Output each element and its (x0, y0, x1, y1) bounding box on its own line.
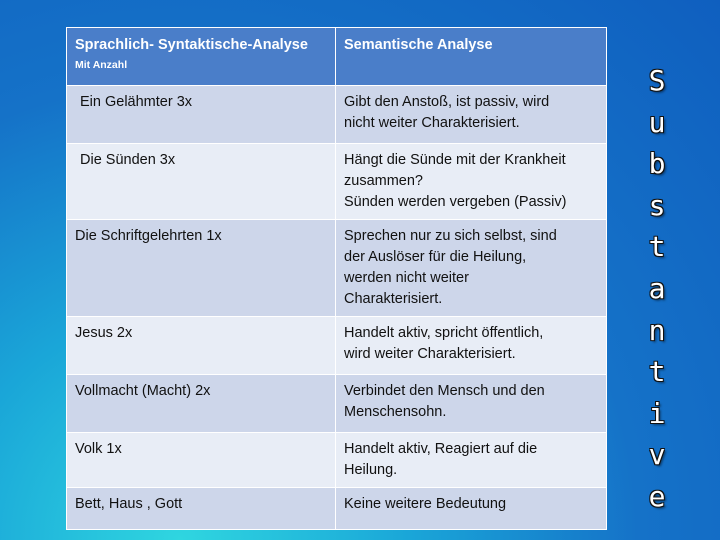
table-header-row (67, 28, 607, 86)
header-cell-syntactic (67, 28, 336, 86)
table-row (67, 317, 607, 375)
vertical-letter: a (648, 271, 666, 305)
term-cell (67, 433, 336, 488)
table-row (67, 488, 607, 530)
meaning-cell (336, 488, 607, 530)
term-text: Volk 1x (75, 441, 122, 457)
term-text: Ein Gelähmter 3x (80, 94, 193, 110)
meaning-line: Gibt den Anstoß, ist passiv, wird (344, 94, 550, 110)
meaning-line: Handelt aktiv, spricht öffentlich, (344, 325, 544, 341)
table-row (67, 144, 607, 220)
meaning-cell (336, 433, 607, 488)
table-row (67, 220, 607, 317)
header-syntactic-title: Sprachlich- Syntaktische-Analyse (75, 37, 308, 53)
term-text: Bett, Haus , Gott (75, 496, 183, 512)
vertical-letter: e (648, 479, 666, 513)
table-row (67, 433, 607, 488)
table-row (67, 375, 607, 433)
header-cell-semantic (336, 28, 607, 86)
meaning-line: Keine weitere Bedeutung (344, 496, 507, 512)
meaning-line: der Auslöser für die Heilung, (344, 249, 527, 265)
header-syntactic-subtitle: Mit Anzahl (75, 59, 128, 71)
meaning-line: Hängt die Sünde mit der Krankheit (344, 152, 566, 168)
term-cell (67, 144, 336, 220)
meaning-line: werden nicht weiter (344, 270, 469, 286)
vertical-letter: u (648, 105, 666, 139)
meaning-line: Sünden werden vergeben (Passiv) (344, 194, 567, 210)
meaning-line: Sprechen nur zu sich selbst, sind (344, 228, 557, 244)
header-semantic-title: Semantische Analyse (344, 37, 493, 53)
term-text: Die Schriftgelehrten 1x (75, 228, 222, 244)
vertical-letter: b (648, 147, 666, 181)
meaning-cell (336, 317, 607, 375)
vertical-letter: i (648, 396, 666, 430)
meaning-cell (336, 144, 607, 220)
term-cell (67, 220, 336, 317)
meaning-line: Charakterisiert. (344, 291, 443, 307)
meaning-cell (336, 86, 607, 144)
term-text: Die Sünden 3x (80, 152, 176, 168)
term-cell (67, 86, 336, 144)
vertical-letter: t (648, 355, 666, 389)
meaning-line: Handelt aktiv, Reagiert auf die (344, 441, 538, 457)
meaning-cell (336, 375, 607, 433)
vertical-letter: t (648, 230, 666, 264)
meaning-line: Verbindet den Mensch und den (344, 383, 545, 399)
meaning-line: zusammen? (344, 173, 423, 189)
meaning-line: nicht weiter Charakterisiert. (344, 115, 520, 131)
term-cell (67, 317, 336, 375)
term-cell (67, 375, 336, 433)
meaning-cell (336, 220, 607, 317)
meaning-line: Heilung. (344, 462, 398, 478)
vertical-word-substantive (642, 60, 672, 518)
vertical-letter: v (648, 438, 666, 472)
vertical-letter: s (648, 188, 666, 222)
analysis-table (66, 27, 607, 530)
vertical-letter: S (648, 64, 666, 97)
term-cell (67, 488, 336, 530)
meaning-line: Menschensohn. (344, 404, 447, 420)
table-row (67, 86, 607, 144)
term-text: Vollmacht (Macht) 2x (75, 383, 211, 399)
vertical-letter: n (648, 313, 666, 347)
meaning-line: wird weiter Charakterisiert. (344, 346, 516, 362)
term-text: Jesus 2x (75, 325, 133, 341)
